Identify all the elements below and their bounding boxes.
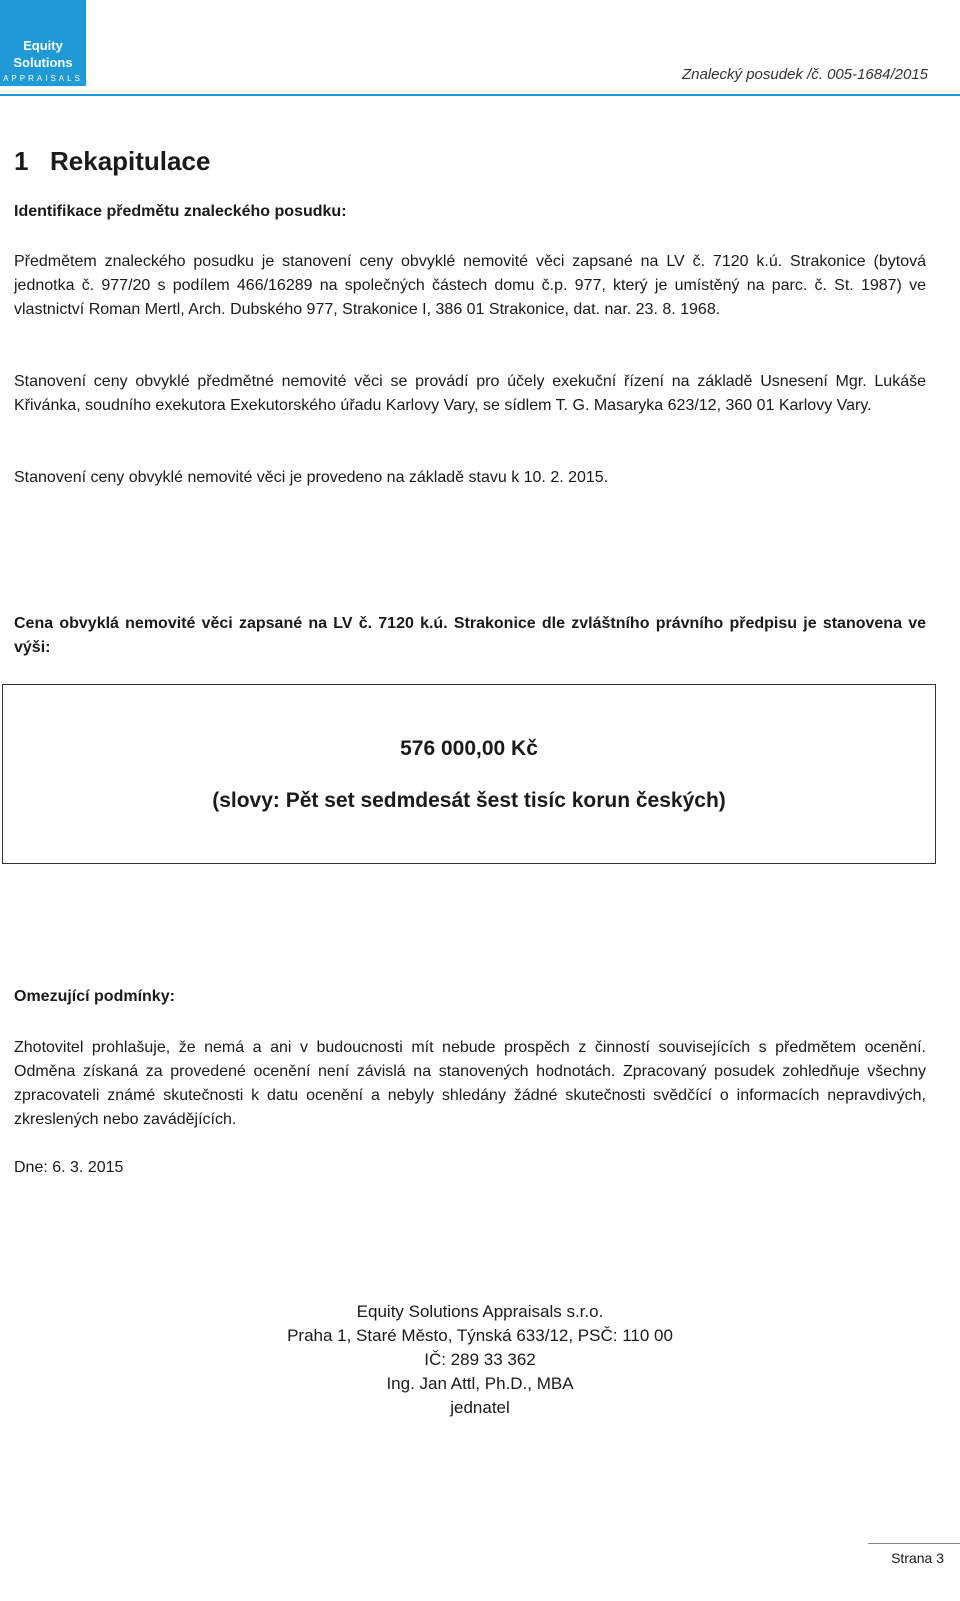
- price-intro: Cena obvyklá nemovité věci zapsané na LV č. 7120 k.ú. Strakonice dle zvláštního právního předpisu je stanovena ve výši:: [14, 615, 926, 656]
- section-title: Rekapitulace: [50, 146, 211, 176]
- identification-paragraph-2: Stanovení ceny obvyklé předmětné nemovité věci se provádí pro účely exekuční řízení na základě Usnesení Mgr. Lukáše Křivánka, soudního exekutora Exekutorského úřadu Karlovy Vary, se sídlem T. G. Masaryka 623/12, 360 01 Karlovy Vary.: [14, 373, 926, 414]
- section-number: 1: [14, 146, 29, 176]
- footer-divider: [868, 1543, 960, 1544]
- company-logo: [0, 0, 86, 86]
- signature-ic: IČ: 289 33 362: [424, 1350, 536, 1369]
- price-in-words: (slovy: Pět set sedmdesát šest tisíc korun českých): [212, 789, 726, 812]
- logo-line-2: Solutions: [13, 55, 73, 70]
- price-amount: 576 000,00 Kč: [400, 737, 538, 760]
- signature-block: [0, 1300, 960, 1420]
- conditions-heading: Omezující podmínky:: [14, 988, 175, 1005]
- section-heading: [14, 146, 210, 177]
- signature-role: jednatel: [450, 1398, 510, 1417]
- page-number: Strana 3: [891, 1550, 944, 1566]
- logo-line-1: Equity: [23, 38, 63, 53]
- signature-company: Equity Solutions Appraisals s.r.o.: [356, 1302, 604, 1321]
- price-box: [2, 684, 936, 864]
- date-line: Dne: 6. 3. 2015: [14, 1159, 124, 1176]
- identification-paragraph-3: Stanovení ceny obvyklé nemovité věci je provedeno na základě stavu k 10. 2. 2015.: [14, 469, 609, 486]
- header-divider: [0, 94, 960, 96]
- signature-name: Ing. Jan Attl, Ph.D., MBA: [386, 1374, 574, 1393]
- conditions-text: Zhotovitel prohlašuje, že nemá a ani v budoucnosti mít nebude prospěch z činností souvisejících s předmětem ocenění. Odměna získaná za provedené ocenění není závislá na stanovených hodnotách. Zpracovaný posudek zohledňuje všechny zpracovateli známé skutečnosti k datu ocenění a nebyly shledány žádné skutečnosti svědčící o informacích nepravdivých, zkreslených nebo zavádějících.: [14, 1039, 926, 1128]
- document-reference: Znalecký posudek /č. 005-1684/2015: [682, 66, 928, 83]
- logo-line-3: APPRAISALS: [3, 74, 83, 83]
- identification-heading: Identifikace předmětu znaleckého posudku:: [14, 203, 347, 220]
- identification-paragraph-1: Předmětem znaleckého posudku je stanovení ceny obvyklé nemovité věci zapsané na LV č. 7120 k.ú. Strakonice (bytová jednotka č. 977/20 s podílem 466/16289 na společných částech domu č.p. 977, který je umístěný na parc. č. St. 1987) ve vlastnictví Roman Mertl, Arch. Dubského 977, Strakonice I, 386 01 Strakonice, dat. nar. 23. 8. 1968.: [14, 253, 926, 318]
- signature-address: Praha 1, Staré Město, Týnská 633/12, PSČ: 110 00: [287, 1326, 673, 1345]
